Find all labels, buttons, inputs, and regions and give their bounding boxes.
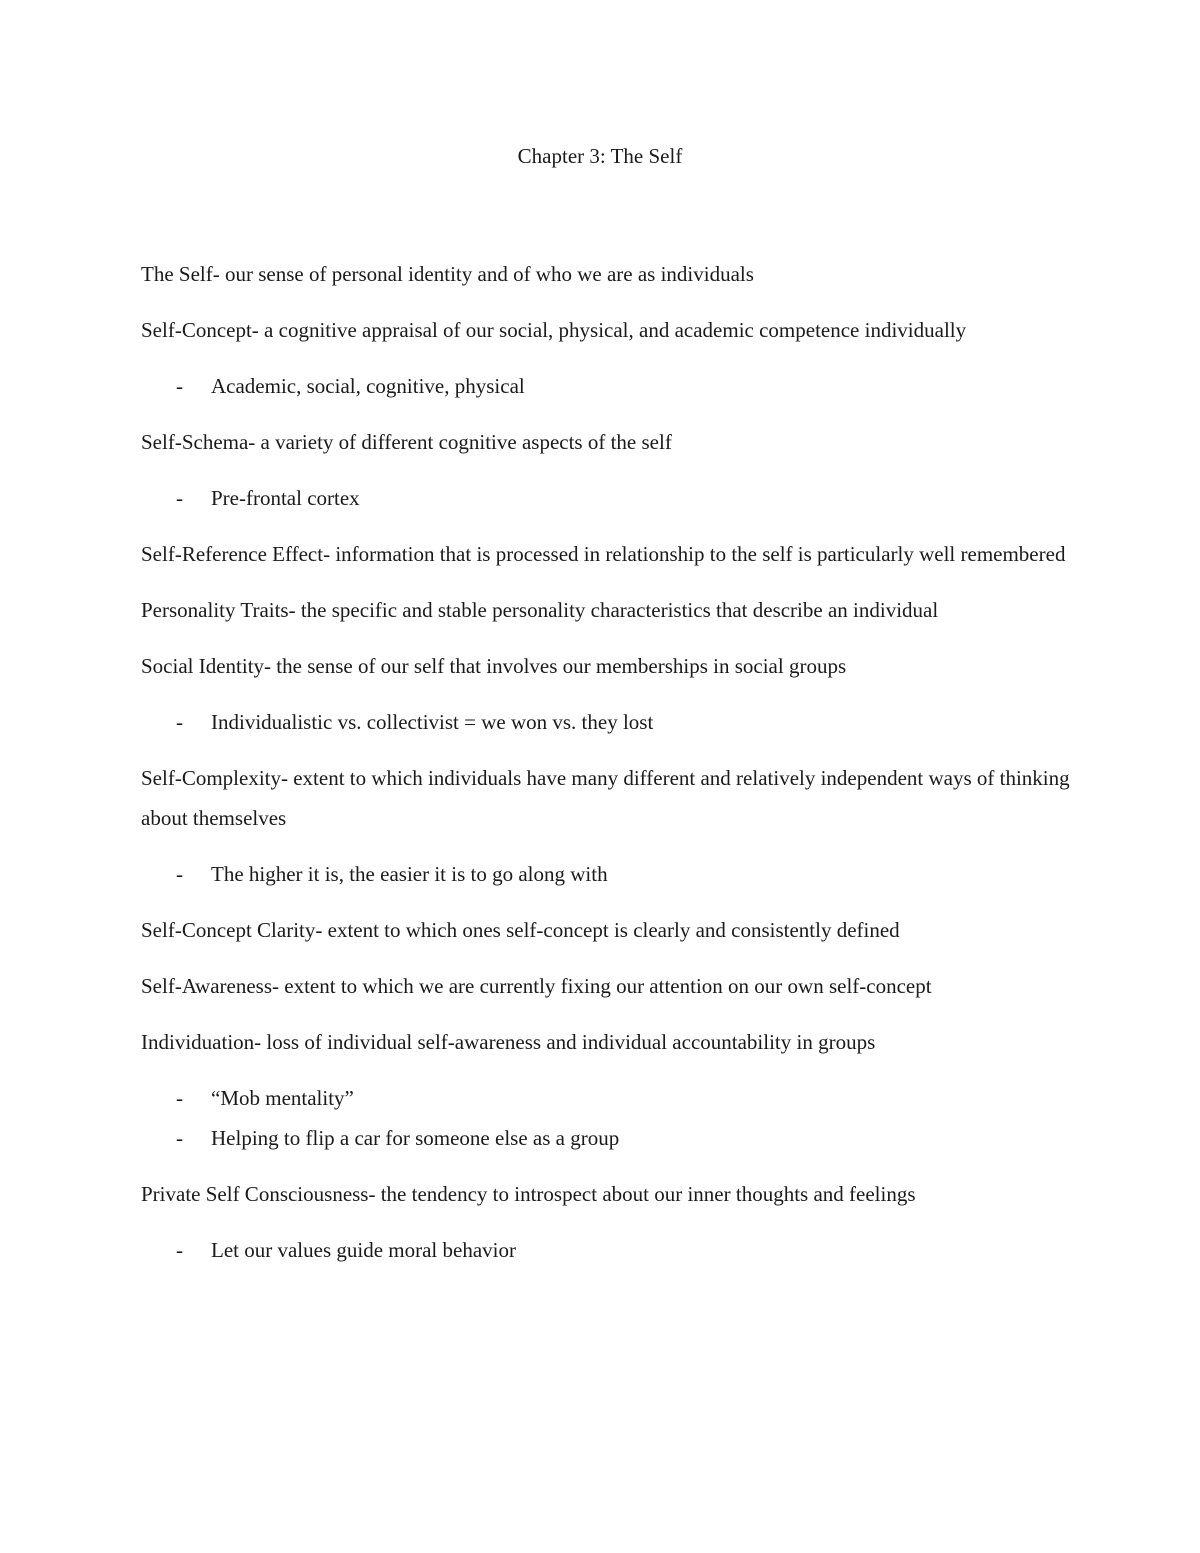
bullet-list xyxy=(141,702,1071,742)
list-item-text: Pre-frontal cortex xyxy=(211,486,360,510)
list-item xyxy=(141,1230,1071,1270)
list-item xyxy=(141,702,1071,742)
bullet-list xyxy=(141,366,1071,406)
bullet-dash: - xyxy=(176,862,183,886)
definition-personality-traits: Personality Traits- the specific and stable personality characteristics that describe an individual xyxy=(141,598,939,622)
list-item xyxy=(141,478,1071,518)
list-item-text: Academic, social, cognitive, physical xyxy=(211,374,525,398)
definition-private-self-consciousness: Private Self Consciousness- the tendency to introspect about our inner thoughts and feelings xyxy=(141,1182,916,1206)
definition-self-concept-clarity: Self-Concept Clarity- extent to which ones self-concept is clearly and consistently defined xyxy=(141,918,900,942)
bullet-list xyxy=(141,1078,1071,1158)
bullet-dash: - xyxy=(176,1086,183,1110)
list-item xyxy=(141,1078,1071,1118)
list-item-text: The higher it is, the easier it is to go along with xyxy=(211,862,608,886)
list-item-text: “Mob mentality” xyxy=(211,1086,354,1110)
definition-self-awareness: Self-Awareness- extent to which we are currently fixing our attention on our own self-concept xyxy=(141,974,932,998)
bullet-list xyxy=(141,478,1071,518)
bullet-dash: - xyxy=(176,486,183,510)
list-item xyxy=(141,366,1071,406)
bullet-dash: - xyxy=(176,1126,183,1150)
list-item xyxy=(141,854,1071,894)
definition-individuation: Individuation- loss of individual self-awareness and individual accountability in groups xyxy=(141,1030,876,1054)
definition-social-identity: Social Identity- the sense of our self that involves our memberships in social groups xyxy=(141,654,847,678)
list-item-text: Let our values guide moral behavior xyxy=(211,1238,516,1262)
definition-self-schema: Self-Schema- a variety of different cognitive aspects of the self xyxy=(141,430,672,454)
bullet-list xyxy=(141,1230,1071,1270)
definition-self-reference-effect: Self-Reference Effect- information that is processed in relationship to the self is particularly well remembered xyxy=(141,542,1066,566)
definition-the-self: The Self- our sense of personal identity and of who we are as individuals xyxy=(141,262,754,286)
bullet-dash: - xyxy=(176,710,183,734)
list-item xyxy=(141,1118,1071,1158)
definition-self-concept: Self-Concept- a cognitive appraisal of our social, physical, and academic competence individually xyxy=(141,318,967,342)
definition-self-complexity: Self-Complexity- extent to which individuals have many different and relatively independent ways of thinking about themselves xyxy=(141,766,1070,830)
list-item-text: Individualistic vs. collectivist = we won vs. they lost xyxy=(211,710,654,734)
page-title: Chapter 3: The Self xyxy=(517,144,683,168)
document-body xyxy=(141,254,1071,1286)
bullet-dash: - xyxy=(176,1238,183,1262)
list-item-text: Helping to flip a car for someone else as a group xyxy=(211,1126,620,1150)
bullet-list xyxy=(141,854,1071,894)
bullet-dash: - xyxy=(176,374,183,398)
